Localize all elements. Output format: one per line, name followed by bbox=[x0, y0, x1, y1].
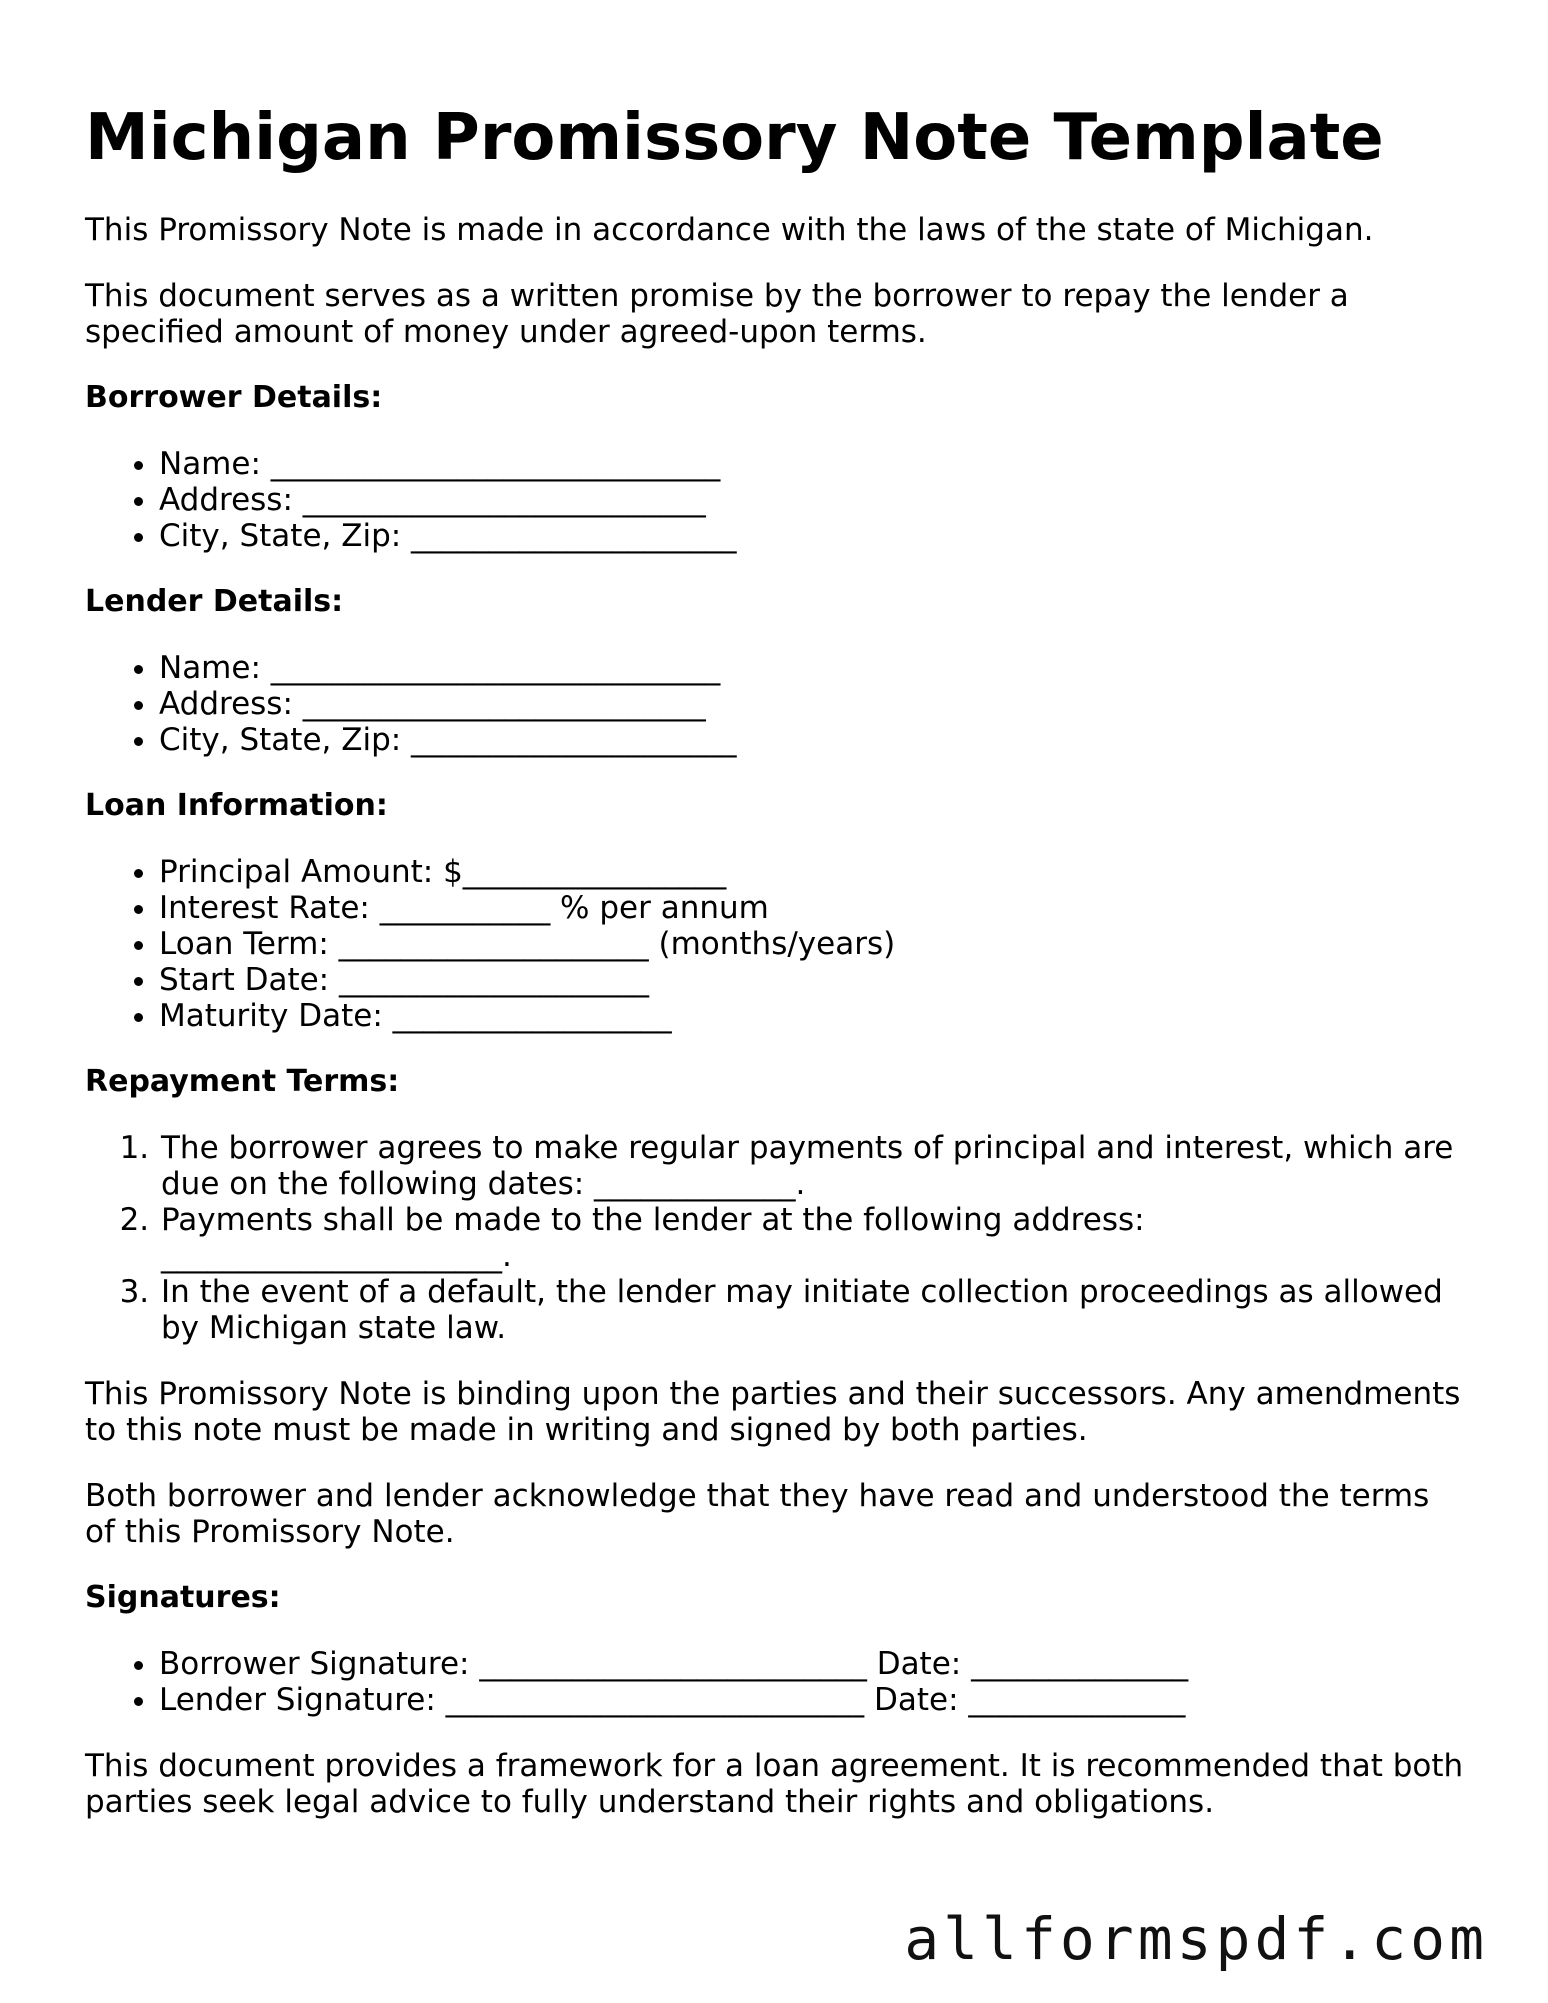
intro-paragraph-2: This document serves as a written promise by the borrower to repay the lender a specified amount of money under agreed-upon terms. bbox=[85, 278, 1349, 350]
document-page bbox=[85, 100, 1465, 1850]
lender-name-item: • Name: _____________________________ bbox=[159, 650, 1465, 686]
borrower-list bbox=[85, 446, 1465, 554]
borrower-address-item: • Address: __________________________ bbox=[159, 482, 1465, 518]
footer-note: This document provides a framework for a loan agreement. It is recommended that both parties seek legal advice to fully understand their rights and obligations. bbox=[85, 1748, 1464, 1820]
lender-list bbox=[85, 650, 1465, 758]
repayment-list bbox=[85, 1130, 1465, 1346]
borrower-heading: Borrower Details: bbox=[85, 380, 383, 415]
loan-interest-item: • Interest Rate: ___________ % per annum bbox=[159, 890, 1465, 926]
loan-start-item: • Start Date: ____________________ bbox=[159, 962, 1465, 998]
repayment-item-1: 1. The borrower agrees to make regular payments of principal and interest, which are due on the following dates: _____________. bbox=[159, 1130, 1465, 1202]
intro-paragraph-1: This Promissory Note is made in accordance with the laws of the state of Michigan. bbox=[85, 212, 1374, 248]
borrower-city-item: • City, State, Zip: _____________________ bbox=[159, 518, 1465, 554]
lender-signature-item: • Lender Signature: ___________________________ Date: ______________ bbox=[159, 1682, 1465, 1718]
loan-list bbox=[85, 854, 1465, 1034]
lender-heading: Lender Details: bbox=[85, 584, 344, 619]
repayment-item-2: 2. Payments shall be made to the lender at the following address: ______________________. bbox=[159, 1202, 1465, 1274]
watermark: allformspdf.com bbox=[904, 1905, 1488, 1973]
loan-principal-item: • Principal Amount: $_________________ bbox=[159, 854, 1465, 890]
lender-city-item: • City, State, Zip: _____________________ bbox=[159, 722, 1465, 758]
page-title: Michigan Promissory Note Template bbox=[85, 101, 1384, 175]
signatures-heading: Signatures: bbox=[85, 1580, 281, 1615]
loan-term-item: • Loan Term: ____________________ (months/years) bbox=[159, 926, 1465, 962]
lender-address-item: • Address: __________________________ bbox=[159, 686, 1465, 722]
loan-heading: Loan Information: bbox=[85, 788, 388, 823]
loan-maturity-item: • Maturity Date: __________________ bbox=[159, 998, 1465, 1034]
closing-paragraph-2: Both borrower and lender acknowledge that they have read and understood the terms of this Promissory Note. bbox=[85, 1478, 1430, 1550]
repayment-item-3: 3. In the event of a default, the lender may initiate collection proceedings as allowed by Michigan state law. bbox=[159, 1274, 1465, 1346]
borrower-name-item: • Name: _____________________________ bbox=[159, 446, 1465, 482]
borrower-signature-item: • Borrower Signature: _________________________ Date: ______________ bbox=[159, 1646, 1465, 1682]
closing-paragraph-1: This Promissory Note is binding upon the parties and their successors. Any amendments to this note must be made in writing and signed by both parties. bbox=[85, 1376, 1461, 1448]
signatures-list bbox=[85, 1646, 1465, 1718]
repayment-heading: Repayment Terms: bbox=[85, 1064, 400, 1099]
